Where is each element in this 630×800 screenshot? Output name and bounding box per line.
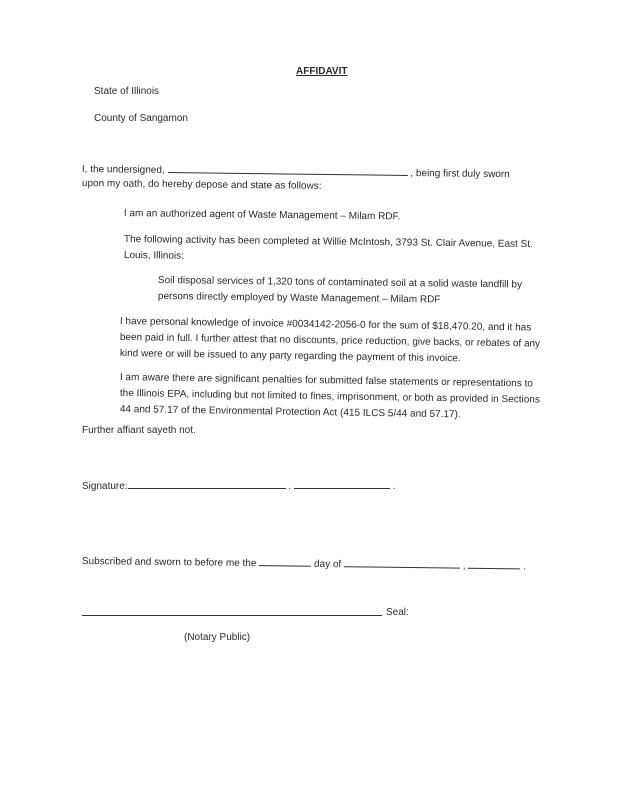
- day-blank[interactable]: [259, 556, 311, 567]
- activity-line-1: The following activity has been completed at Willie McIntosh, 3793 St. Clair Avenue, East St.: [123, 234, 533, 250]
- name-blank[interactable]: [167, 163, 407, 176]
- invoice-line-1: I have personal knowledge of invoice #0034142-2056-0 for the sum of $18,470.20, and it has: [119, 316, 532, 334]
- soil-line-2: persons directly employed by Waste Management – Milam RDF: [157, 291, 441, 306]
- penalty-line-3: 44 and 57.17 of the Environmental Protection Act (415 ILCS 5/44 and 57.17).: [119, 404, 461, 421]
- signature-line: Signature: . .: [82, 481, 396, 492]
- penalty-line-2: the Illinois EPA, including but not limited to fines, imprisonment, or both as provided in Sections: [119, 388, 540, 406]
- document-title: AFFIDAVIT: [296, 66, 348, 77]
- signature-label: Signature:: [82, 481, 128, 492]
- intro-prefix: I, the undersigned,: [81, 163, 165, 177]
- intro-line-1: [82, 162, 510, 180]
- activity-line-2: Louis, Illinois:: [123, 250, 185, 262]
- state-line: State of Illinois: [94, 86, 160, 97]
- day-of-label: day of: [313, 558, 342, 571]
- subscribed-line: Subscribed and sworn to before me the day of , .: [81, 555, 526, 573]
- invoice-line-3: kind were or will be issued to any party regarding the payment of this invoice.: [119, 348, 461, 365]
- year-blank[interactable]: [468, 559, 520, 570]
- signature-date-blank[interactable]: [294, 479, 390, 489]
- invoice-line-2: been paid in full. I further attest that no discounts, price reduction, give backs, or rebates of any: [119, 332, 541, 350]
- county-line: County of Sangamon: [94, 113, 188, 124]
- intro-suffix: , being first duly sworn: [410, 168, 510, 181]
- soil-line-1: Soil disposal services of 1,320 tons of contaminated soil at a solid waste landfill by: [157, 275, 523, 291]
- agent-paragraph: I am an authorized agent of Waste Management – Milam RDF.: [123, 208, 401, 223]
- further-affiant: Further affiant sayeth not.: [82, 425, 196, 436]
- notary-public-label: (Notary Public): [184, 632, 251, 643]
- subscribed-prefix: Subscribed and sworn to before me the: [81, 555, 257, 570]
- month-blank[interactable]: [344, 557, 460, 568]
- penalty-line-1: I am aware there are significant penalties for submitted false statements or representations to: [119, 372, 533, 390]
- seal-label: Seal:: [386, 607, 409, 618]
- notary-signature-blank[interactable]: [82, 615, 382, 616]
- signature-blank[interactable]: [128, 479, 286, 489]
- intro-line-2: upon my oath, do hereby depose and state as follows:: [81, 178, 322, 192]
